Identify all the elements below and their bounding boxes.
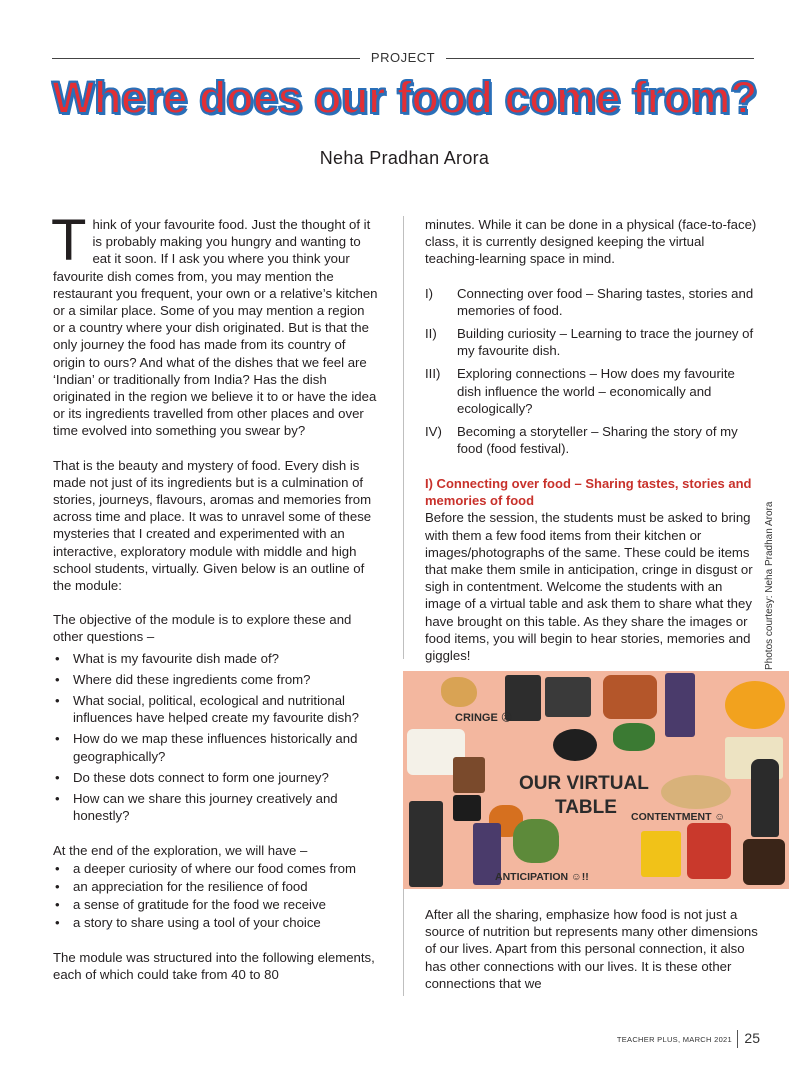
paragraph-structure: The module was structured into the following elements, each of which could take from 40 to 80 bbox=[53, 949, 375, 982]
list-item bbox=[425, 423, 758, 457]
peppercorn-image bbox=[553, 729, 597, 761]
column-divider-lower bbox=[403, 888, 404, 996]
section-subheading: I) Connecting over food – Sharing tastes, stories and memories of food bbox=[425, 476, 752, 509]
paragraph-continued: minutes. While it can be done in a physical (face-to-face) class, it is currently designed keeping the virtual teaching-learning space in mind. bbox=[425, 217, 757, 267]
intro-paragraph bbox=[51, 208, 379, 440]
bottle-image bbox=[751, 759, 779, 837]
paragraph-after-sharing: After all the sharing, emphasize how food is not just a source of nutrition but represents many other dimensions of our lives. Apart from this personal connection, it also has other connections with our lives. It is these other connections that we bbox=[425, 907, 758, 991]
list-item: • an appreciation for the resilience of food bbox=[53, 878, 379, 895]
virtual-table-photo bbox=[403, 671, 789, 889]
virtual-table-label-1: OUR VIRTUAL bbox=[519, 773, 649, 794]
left-column bbox=[51, 208, 379, 1000]
paragraph-session: Before the session, the students must be asked to bring with them a few food items from their kitchen or images/photographs of the same. These could be items that make them smile in anticipation, cringe in disgust or sigh in contentment. Welcome the students with an image of a virtual table and ask them to share what they have brought on this table. As they share the images or food items, you will begin to hear stories, memories and giggles! bbox=[425, 510, 753, 664]
module-elements-list bbox=[425, 285, 758, 458]
outcomes-list bbox=[53, 860, 379, 932]
nutella-jar-image bbox=[687, 823, 731, 879]
chocolate-pieces-image bbox=[453, 757, 485, 793]
list-text: Building curiosity – Learning to trace the journey of my favourite dish. bbox=[457, 326, 754, 359]
spice-bowl-image bbox=[603, 675, 657, 719]
list-number: II) bbox=[425, 326, 437, 342]
drop-cap: T bbox=[51, 208, 87, 273]
right-column-lower bbox=[425, 906, 758, 1009]
list-item: • Do these dots connect to form one journey? bbox=[53, 769, 379, 786]
paragraph-outcomes-intro: At the end of the exploration, we will have – bbox=[53, 842, 308, 858]
anticipation-label: ANTICIPATION ☺!! bbox=[495, 871, 589, 883]
list-item: • a story to share using a tool of your choice bbox=[53, 914, 379, 931]
tin-can-image bbox=[409, 801, 443, 887]
mango-image bbox=[725, 681, 785, 729]
questions-list bbox=[53, 650, 379, 825]
list-item: • a sense of gratitude for the food we receive bbox=[53, 896, 379, 913]
page-number: 25 bbox=[744, 1030, 760, 1046]
peanut-butter-image bbox=[661, 775, 731, 809]
list-item: • What is my favourite dish made of? bbox=[53, 650, 379, 667]
header-rule-left bbox=[52, 58, 360, 59]
page-footer bbox=[616, 1030, 760, 1050]
article-title: Where does our food come from? bbox=[51, 72, 758, 123]
list-item bbox=[425, 325, 758, 359]
list-number: IV) bbox=[425, 424, 442, 440]
jar-image bbox=[743, 839, 785, 885]
tea-packet-image bbox=[453, 795, 481, 821]
virtual-table-label-2: TABLE bbox=[555, 797, 617, 818]
ginger-image bbox=[441, 677, 477, 707]
column-divider bbox=[403, 216, 404, 659]
section-label: PROJECT bbox=[370, 50, 436, 65]
magazine-issue: TEACHER PLUS, MARCH 2021 bbox=[616, 1035, 732, 1044]
list-number: III) bbox=[425, 366, 441, 382]
list-text: Becoming a storyteller – Sharing the story of my food (food festival). bbox=[457, 424, 738, 457]
noodles-packet-image bbox=[641, 831, 681, 877]
list-text: Exploring connections – How does my favourite dish influence the world – economically and ecologically? bbox=[457, 366, 735, 416]
paragraph-objective: The objective of the module is to explore these and other questions – bbox=[53, 612, 352, 645]
contentment-label: CONTENTMENT ☺ bbox=[631, 811, 726, 823]
list-text: Connecting over food – Sharing tastes, stories and memories of food. bbox=[457, 285, 754, 318]
right-column bbox=[425, 216, 758, 681]
photo-credit: Photos courtesy: Neha Pradhan Arora bbox=[764, 501, 775, 670]
intro-text: hink of your favourite food. Just the thought of it is probably making you hungry and wanting to eat it soon. If I ask you where you think your favourite dish comes from, you may mention the restaurant you frequent, your own or a relative’s kitchen or a similar place. Some of you may mention a region or a country where your dish originated. But is that the only journey the food has made from its country of origin to ours? And what of the dishes that we feel are ‘Indian’ or traditionally from India? Has the dish originated in the region we believe it to or have the idea or its ingredients travelled from other places and over time evolved into something you swear by? bbox=[53, 217, 378, 439]
footer-divider bbox=[737, 1030, 738, 1048]
list-item: • How can we share this journey creatively and honestly? bbox=[53, 790, 379, 824]
herb-image bbox=[513, 819, 559, 863]
chocolate-box-image bbox=[545, 677, 591, 717]
list-item: • What social, political, ecological and nutritional influences have helped create my favourite dish? bbox=[53, 692, 379, 726]
chocolate-bar-image bbox=[665, 673, 695, 737]
paragraph-mystery: That is the beauty and mystery of food. Every dish is made not just of its ingredients but is a culmination of stories, journeys, flavours, aromas and memories from across time and place. It was to unravel some of these mysteries that I created and experimented with an interactive, exploratory module with middle and high school students, virtually. Given below is an outline of the module: bbox=[53, 457, 372, 594]
list-item bbox=[425, 365, 758, 417]
list-number: I) bbox=[425, 285, 434, 301]
cringe-label: CRINGE ☹ bbox=[455, 712, 513, 724]
article-author: Neha Pradhan Arora bbox=[319, 148, 490, 168]
list-item: • a deeper curiosity of where our food comes from bbox=[53, 860, 379, 877]
okra-image bbox=[613, 723, 655, 751]
list-item: • How do we map these influences historically and geographically? bbox=[53, 730, 379, 764]
list-item: • Where did these ingredients come from? bbox=[53, 671, 379, 688]
list-item bbox=[425, 285, 758, 319]
header-rule-right bbox=[446, 58, 754, 59]
